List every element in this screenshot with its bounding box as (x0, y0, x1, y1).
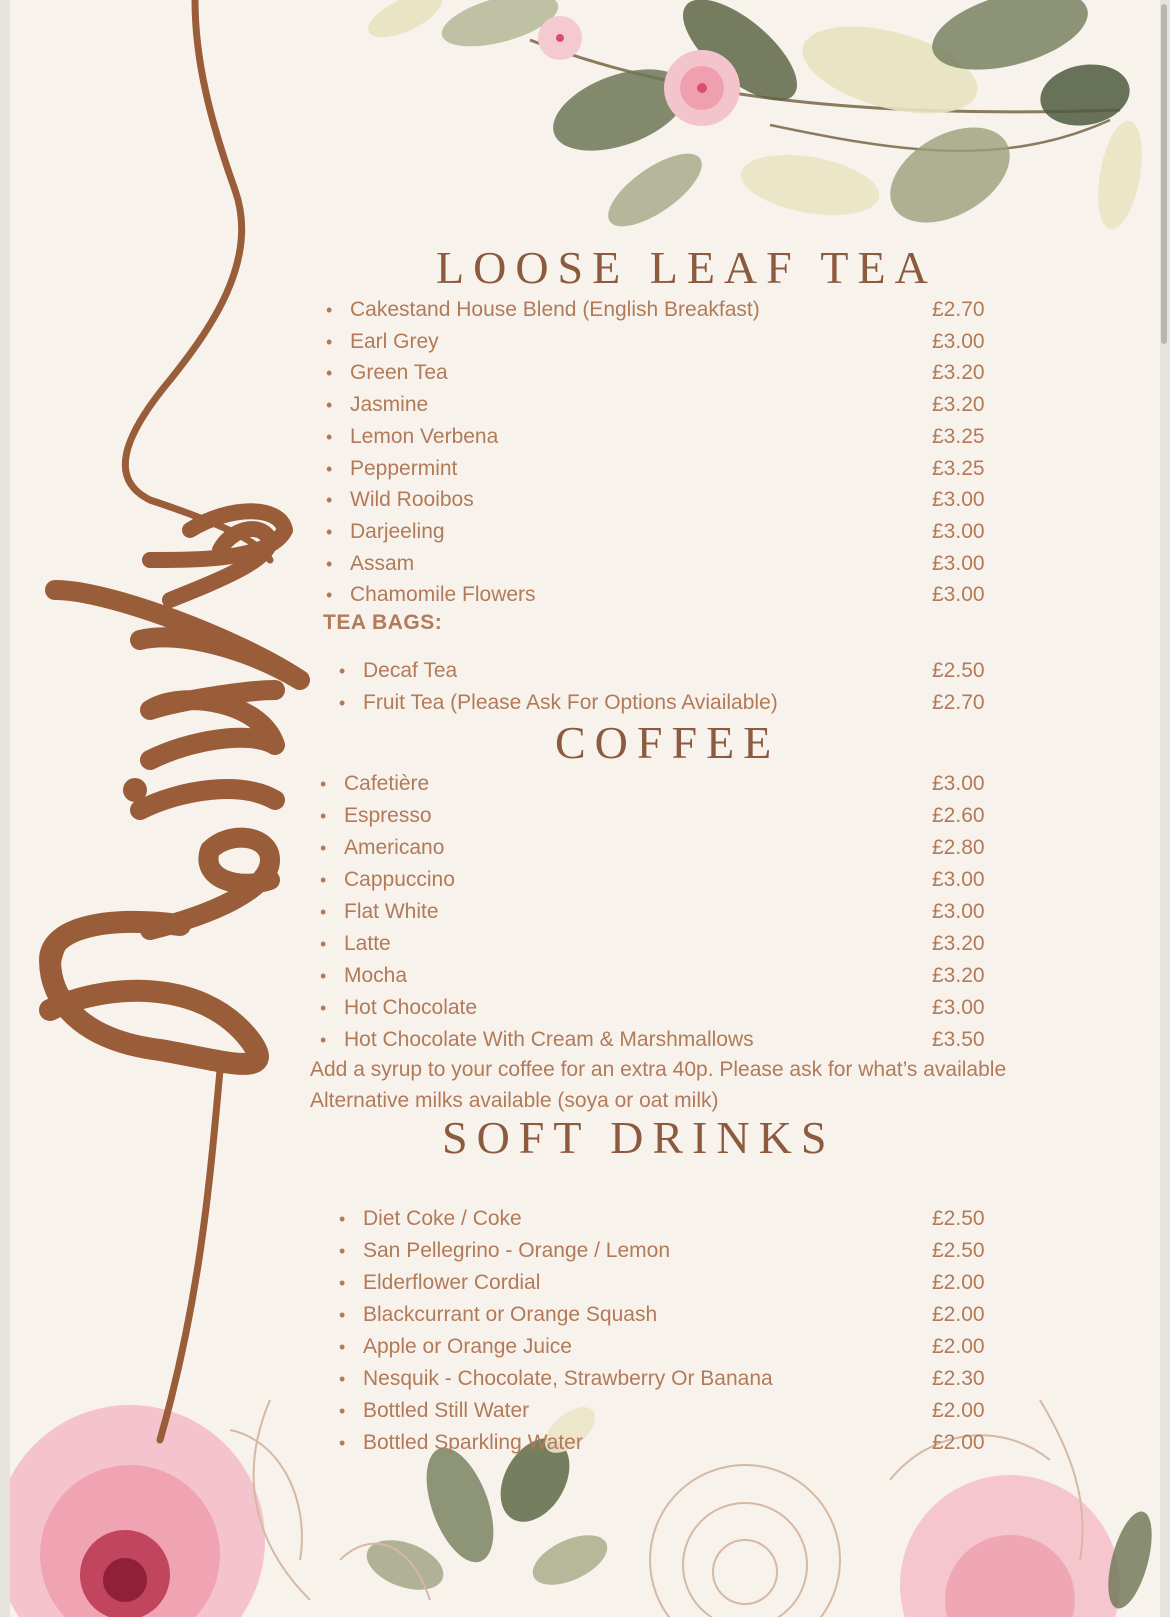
bullet-icon: • (326, 331, 333, 352)
menu-page (10, 0, 1160, 1617)
coffee-item-price: £3.00 (932, 868, 985, 891)
tea-item-price: £3.25 (932, 424, 985, 448)
script-drinks-lettering (50, 0, 300, 1440)
tea-item-name: Assam (350, 551, 415, 575)
tea-item-row (326, 359, 1012, 387)
coffee-item-price: £3.00 (932, 900, 985, 923)
soft-drink-item-row (339, 1397, 1012, 1425)
tea-item-row (326, 518, 1012, 546)
bullet-icon: • (339, 1209, 346, 1229)
coffee-item-name: Cappuccino (344, 868, 455, 891)
tea-item-row (326, 455, 1012, 483)
coffee-item-price: £3.00 (932, 996, 985, 1019)
tea-item-row (326, 328, 1012, 356)
tea-item-price: £2.70 (932, 298, 985, 321)
bullet-icon: • (320, 774, 327, 794)
soft-drink-item-row (339, 1365, 1012, 1393)
tea-item-row (326, 391, 1012, 419)
bullet-icon: • (326, 521, 333, 542)
bullet-icon: • (326, 490, 333, 511)
soft-drink-item-price: £2.00 (932, 1303, 985, 1326)
tea-item-name: Wild Rooibos (350, 488, 474, 512)
tea-item-row (326, 550, 1012, 578)
bullet-icon: • (326, 553, 333, 574)
soft-drink-item-row (339, 1333, 1012, 1361)
tea-bag-item-name: Decaf Tea (363, 659, 458, 682)
bullet-icon: • (339, 1273, 346, 1293)
bullet-icon: • (339, 693, 346, 713)
tea-item-name: Cakestand House Blend (English Breakfast) (350, 298, 760, 321)
bullet-icon: • (339, 1241, 346, 1261)
tea-item-row (326, 423, 1012, 451)
tea-bag-item-price: £2.50 (932, 659, 985, 682)
coffee-item-name: Flat White (344, 900, 439, 923)
tea-item-name: Chamomile Flowers (350, 583, 536, 607)
soft-drink-item-price: £2.50 (932, 1239, 985, 1262)
soft-drink-item-row (339, 1269, 1012, 1297)
tea-item-price: £3.20 (932, 393, 985, 417)
tea-item-name: Darjeeling (350, 519, 445, 543)
bullet-icon: • (320, 1030, 327, 1050)
soft-drink-item-row (339, 1301, 1012, 1329)
soft-drink-item-price: £2.00 (932, 1335, 985, 1358)
coffee-item-name: Mocha (344, 964, 408, 987)
tea-bag-item-name: Fruit Tea (Please Ask For Options Aviailable) (363, 691, 778, 714)
tea-item-price: £3.00 (932, 519, 985, 543)
bullet-icon: • (326, 426, 333, 447)
bullet-icon: • (320, 838, 327, 858)
vertical-scrollbar[interactable] (1158, 0, 1168, 350)
alternative-milks-note: Alternative milks available (soya or oat milk) (310, 1089, 719, 1112)
bullet-icon: • (339, 1401, 346, 1421)
tea-bag-item-price: £2.70 (932, 691, 985, 714)
bullet-icon: • (339, 1369, 346, 1389)
coffee-item-price: £3.20 (932, 932, 985, 955)
section-heading-coffee: COFFEE (555, 717, 781, 768)
bullet-icon: • (320, 998, 327, 1018)
tea-item-name: Lemon Verbena (350, 424, 499, 448)
section-heading-loose-leaf-tea: LOOSE LEAF TEA (436, 242, 937, 293)
bullet-icon: • (339, 1305, 346, 1325)
coffee-item-row (320, 898, 1012, 926)
bullet-icon: • (326, 585, 333, 606)
soft-drink-item-price: £2.00 (932, 1399, 985, 1422)
tea-item-row (326, 581, 1012, 609)
bullet-icon: • (326, 363, 333, 384)
tea-item-name: Earl Grey (350, 329, 439, 353)
tea-item-price: £3.00 (932, 488, 985, 512)
coffee-item-name: Cafetière (344, 772, 430, 795)
soft-drink-item-row (339, 1429, 1012, 1457)
leaf-spray-icon (362, 0, 1149, 242)
bullet-icon: • (320, 902, 327, 922)
soft-drink-item-price: £2.30 (932, 1367, 985, 1390)
tea-bag-item-row (339, 657, 1012, 685)
soft-drink-item-name: Blackcurrant or Orange Squash (363, 1303, 658, 1326)
soft-drink-item-row (339, 1237, 1012, 1265)
soft-drink-item-name: Nesquik - Chocolate, Strawberry Or Banana (363, 1367, 773, 1390)
bullet-icon: • (326, 395, 333, 416)
tea-item-row (326, 486, 1012, 514)
coffee-item-row (320, 770, 1012, 798)
tea-item-row (326, 296, 1012, 324)
soft-drink-item-name: Apple or Orange Juice (363, 1335, 572, 1358)
soft-drink-item-price: £2.00 (932, 1271, 985, 1294)
coffee-item-row (320, 930, 1012, 958)
bullet-icon: • (320, 870, 327, 890)
coffee-item-row (320, 962, 1012, 990)
bullet-icon: • (320, 966, 327, 986)
bullet-icon: • (326, 300, 333, 320)
coffee-item-name: Latte (344, 932, 391, 955)
coffee-item-row (320, 1026, 1012, 1054)
coffee-item-name: Hot Chocolate (344, 996, 478, 1019)
coffee-item-price: £2.80 (932, 836, 985, 859)
section-heading-soft-drinks: SOFT DRINKS (442, 1112, 836, 1163)
coffee-item-price: £3.50 (932, 1028, 985, 1051)
tea-item-price: £3.00 (932, 329, 985, 353)
soft-drink-item-name: Elderflower Cordial (363, 1271, 541, 1294)
soft-drink-item-price: £2.50 (932, 1207, 985, 1230)
soft-drink-item-row (339, 1205, 1012, 1233)
soft-drink-item-name: Bottled Sparkling Water (363, 1431, 583, 1454)
coffee-item-row (320, 834, 1012, 862)
soft-drink-item-name: Bottled Still Water (363, 1399, 530, 1422)
tea-item-price: £3.20 (932, 361, 985, 385)
bullet-icon: • (320, 806, 327, 826)
soft-drink-item-name: Diet Coke / Coke (363, 1207, 522, 1230)
coffee-item-price: £3.00 (932, 772, 985, 795)
coffee-item-name: Hot Chocolate With Cream & Marshmallows (344, 1028, 754, 1051)
coffee-item-name: Espresso (344, 804, 432, 827)
tea-item-name: Green Tea (350, 361, 448, 385)
tea-item-name: Jasmine (350, 393, 429, 417)
coffee-item-row (320, 866, 1012, 894)
soft-drink-item-name: San Pellegrino - Orange / Lemon (363, 1239, 671, 1262)
coffee-item-row (320, 994, 1012, 1022)
coffee-item-row (320, 802, 1012, 830)
coffee-item-name: Americano (344, 836, 445, 859)
bullet-icon: • (326, 458, 333, 479)
tea-item-name: Peppermint (350, 456, 458, 480)
tea-bag-item-row (339, 689, 1012, 717)
syrup-note: Add a syrup to your coffee for an extra 40p. Please ask for what’s available (310, 1058, 1007, 1081)
coffee-item-price: £3.20 (932, 964, 985, 987)
bullet-icon: • (339, 661, 346, 681)
coffee-item-price: £2.60 (932, 804, 985, 827)
tea-bags-subheading: TEA BAGS: (323, 611, 443, 634)
scrollbar-thumb[interactable] (1161, 4, 1167, 344)
bullet-icon: • (339, 1337, 346, 1357)
tea-item-price: £3.25 (932, 456, 985, 480)
tea-item-price: £3.00 (932, 583, 985, 607)
tea-item-price: £3.00 (932, 551, 985, 575)
bullet-icon: • (320, 934, 327, 954)
bullet-icon: • (339, 1433, 346, 1453)
soft-drink-item-price: £2.00 (932, 1431, 985, 1454)
